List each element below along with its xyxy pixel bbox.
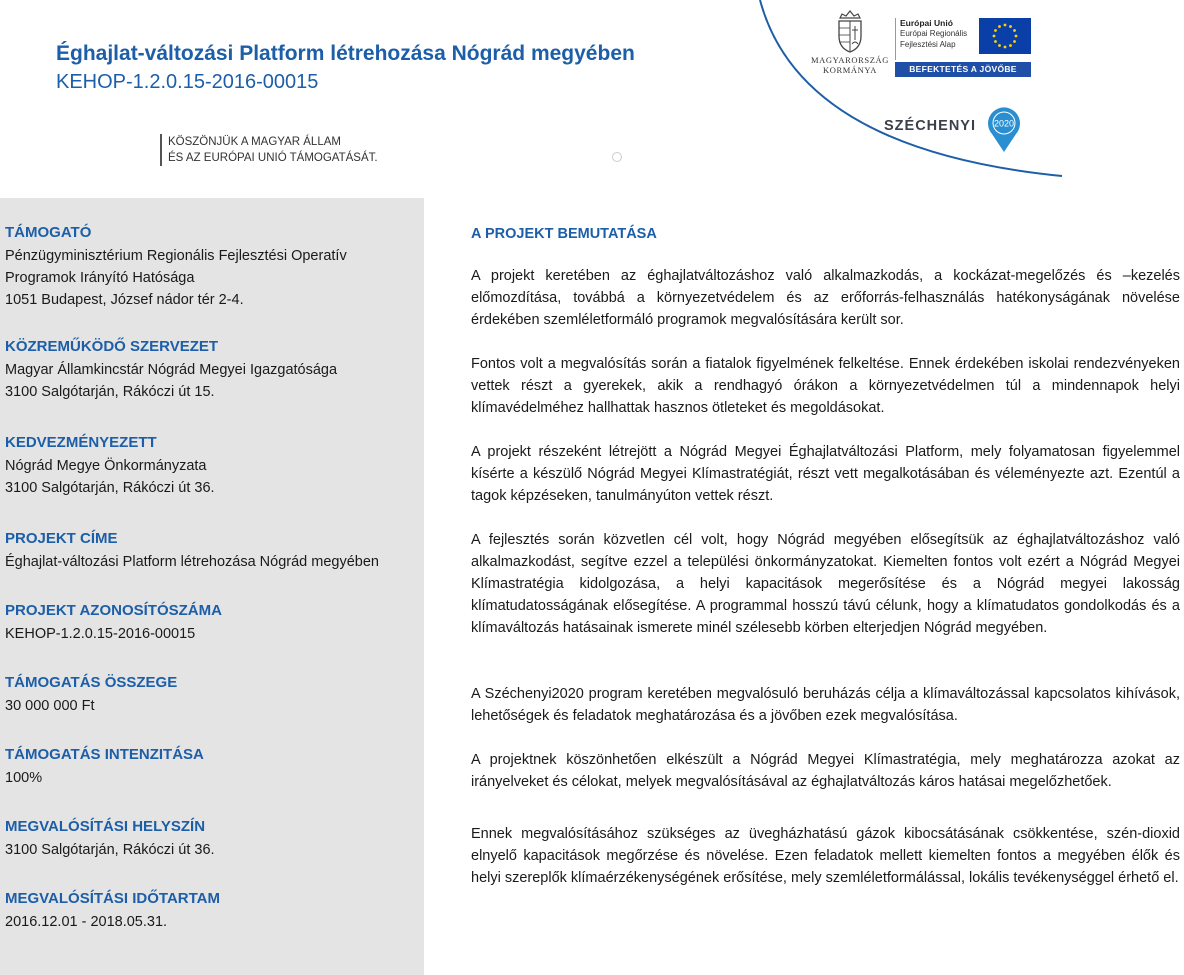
- sidebar-section-osszeg: [5, 674, 177, 717]
- szechenyi-word: SZÉCHENYI: [884, 118, 976, 134]
- small-circle-icon: [612, 152, 622, 162]
- section-heading: PROJEKT CÍME: [5, 530, 118, 547]
- sidebar-section-projekt-cime: [5, 530, 379, 573]
- szechenyi-year: 2020: [993, 118, 1015, 129]
- sidebar-section-idotartam: [5, 890, 220, 933]
- eu-star-icon: [1004, 24, 1007, 27]
- sidebar-section-kozremukodo: [5, 338, 337, 403]
- sidebar-section-azonosito: [5, 602, 222, 645]
- sidebar-section-kedvezmenyezett: [5, 434, 215, 499]
- section-value: Pénzügyminisztérium Regionális Fejlesztési Operatív: [5, 248, 347, 264]
- eu-star-icon: [994, 29, 997, 32]
- paragraph: A projekt keretében az éghajlatváltozáshoz való alkalmazkodás, a kockázat-megelőzés és –kezelés előmozdítása, továbbá a környezetvédelem és az erőforrás-felhasználás hatékonyságának növelése érdekében szemléletformáló programok megvalósítására került sor.: [471, 268, 1180, 328]
- thanks-line: KÖSZÖNJÜK A MAGYAR ÁLLAM: [168, 136, 341, 148]
- section-value: Magyar Államkincstár Nógrád Megyei Igazgatósága: [5, 362, 338, 378]
- eu-logo-block: [895, 18, 1031, 78]
- section-heading: TÁMOGATÁS ÖSSZEGE: [5, 674, 178, 691]
- section-value: 1051 Budapest, József nádor tér 2-4.: [5, 292, 244, 308]
- paragraph: Ennek megvalósításához szükséges az üvegházhatású gázok kibocsátásának csökkentése, szén-dioxid elnyelő kapacitások megőrzése és növelése. Ezen feladatok mellett kiemelten fontos a megyében élők és helyi szereplők klímaérzékenységének erősítése, mely szemléletformálással, lokális tevékenységgel érhető el.: [471, 826, 1180, 886]
- eu-star-icon: [1013, 29, 1016, 32]
- eu-star-icon: [1004, 46, 1007, 49]
- sidebar-section-helyszin: [5, 818, 215, 861]
- page-title: Éghajlat-változási Platform létrehozása Nógrád megyében: [56, 42, 635, 65]
- section-value: Éghajlat-változási Platform létrehozása Nógrád megyében: [5, 554, 379, 570]
- location-pin-icon: [984, 106, 1024, 154]
- eu-star-icon: [998, 25, 1001, 28]
- section-heading: PROJEKT AZONOSÍTÓSZÁMA: [5, 602, 222, 619]
- section-value: 3100 Salgótarján, Rákóczi út 15.: [5, 384, 215, 400]
- paragraph: Fontos volt a megvalósítás során a fiatalok figyelmének felkeltése. Ennek érdekében iskolai rendezvényeken vettek részt a gyerekek, akik a rendhagyó órákon a környezetvédelmen túl a mindennapok helyi klímavédelméhez hallhattak hasznos ötleteket és megoldásokat.: [471, 356, 1180, 416]
- coat-of-arms-icon: [833, 8, 867, 54]
- eu-flag-icon: [979, 18, 1031, 54]
- government-logo-text: [808, 55, 892, 75]
- paragraph: A projektnek köszönhetően elkészült a Nógrád Megyei Klímastratégia, mely meghatározza azokat az irányelveket és célokat, melyek megvalósításával az éghajlatváltozás káros hatásai megelőzhetőek.: [471, 752, 1180, 790]
- sidebar-section-tamogato: [5, 224, 347, 311]
- section-heading: KÖZREMŰKÖDŐ SZERVEZET: [5, 338, 219, 355]
- thanks-line: ÉS AZ EURÓPAI UNIÓ TÁMOGATÁSÁT.: [168, 152, 378, 164]
- thanks-note: [160, 134, 378, 166]
- government-line: MAGYARORSZÁG: [810, 55, 890, 65]
- eu-star-icon: [1009, 44, 1012, 47]
- eu-text: [895, 18, 971, 60]
- section-value: 100%: [5, 770, 43, 786]
- sidebar-section-intenzitas: [5, 746, 204, 789]
- section-heading: TÁMOGATÓ: [5, 224, 92, 241]
- main-heading: A PROJEKT BEMUTATÁSA: [471, 226, 657, 242]
- section-value: KEHOP-1.2.0.15-2016-00015: [5, 626, 196, 642]
- eu-line: Európai Regionális: [900, 29, 968, 38]
- eu-star-icon: [998, 44, 1001, 47]
- section-value: 30 000 000 Ft: [5, 698, 95, 714]
- section-value: 3100 Salgótarján, Rákóczi út 36.: [5, 480, 215, 496]
- eu-star-icon: [993, 35, 996, 38]
- project-code: KEHOP-1.2.0.15-2016-00015: [56, 71, 319, 93]
- paragraph: A fejlesztés során közvetlen cél volt, hogy Nógrád megyében elősegítsük az éghajlatváltozáshoz való alkalmazkodást, segítve ezzel a települési önkormányzatokat. Kiemelten fontos volt ezért a Nógrád Megyei Klímastratégia kidolgozása, a helyi kapacitások megerősítése és a Nógrád megyei lakosság klímatudatosságának elősegítése. A programmal hosszú távú célunk, hogy a klímatudatos gondolkodás és a klímaváltozás hatásainak ismerete minél szélesebb körben elterjedjen Nógrád megyében.: [471, 532, 1180, 636]
- eu-line: Fejlesztési Alap: [900, 39, 956, 49]
- paragraph: A projekt részeként létrejött a Nógrád Megyei Éghajlatváltozási Platform, mely folyamatosan figyelemmel kísérte a készülő Nógrád Megyei Klímastratégiát, részt vett megalkotásában és véleményezte azt. Ezentúl a tagok képzéseken, tanulmányúton vettek részt.: [471, 444, 1180, 504]
- section-value: Programok Irányító Hatósága: [5, 270, 195, 286]
- eu-star-icon: [1013, 40, 1016, 43]
- eu-star-icon: [1009, 25, 1012, 28]
- section-value: 2016.12.01 - 2018.05.31.: [5, 914, 168, 930]
- eu-line: Európai Unió: [900, 18, 953, 28]
- eu-banner: BEFEKTETÉS A JÖVŐBE: [895, 62, 1031, 77]
- section-heading: MEGVALÓSÍTÁSI HELYSZÍN: [5, 818, 206, 835]
- section-value: Nógrád Megye Önkormányzata: [5, 458, 207, 474]
- government-logo: [808, 8, 892, 75]
- paragraph: A Széchenyi2020 program keretében megvalósuló beruházás célja a klímaváltozással kapcsolatos kihívások, lehetőségek és feladatok meghatározása és a jövőben ezek megvalósítása.: [471, 686, 1180, 724]
- section-heading: TÁMOGATÁS INTENZITÁSA: [5, 746, 204, 763]
- section-heading: MEGVALÓSÍTÁSI IDŐTARTAM: [5, 890, 220, 907]
- eu-star-icon: [994, 40, 997, 43]
- section-value: 3100 Salgótarján, Rákóczi út 36.: [5, 842, 215, 858]
- section-heading: KEDVEZMÉNYEZETT: [5, 434, 157, 451]
- eu-star-icon: [1015, 35, 1018, 38]
- government-line: KORMÁNYA: [823, 65, 877, 75]
